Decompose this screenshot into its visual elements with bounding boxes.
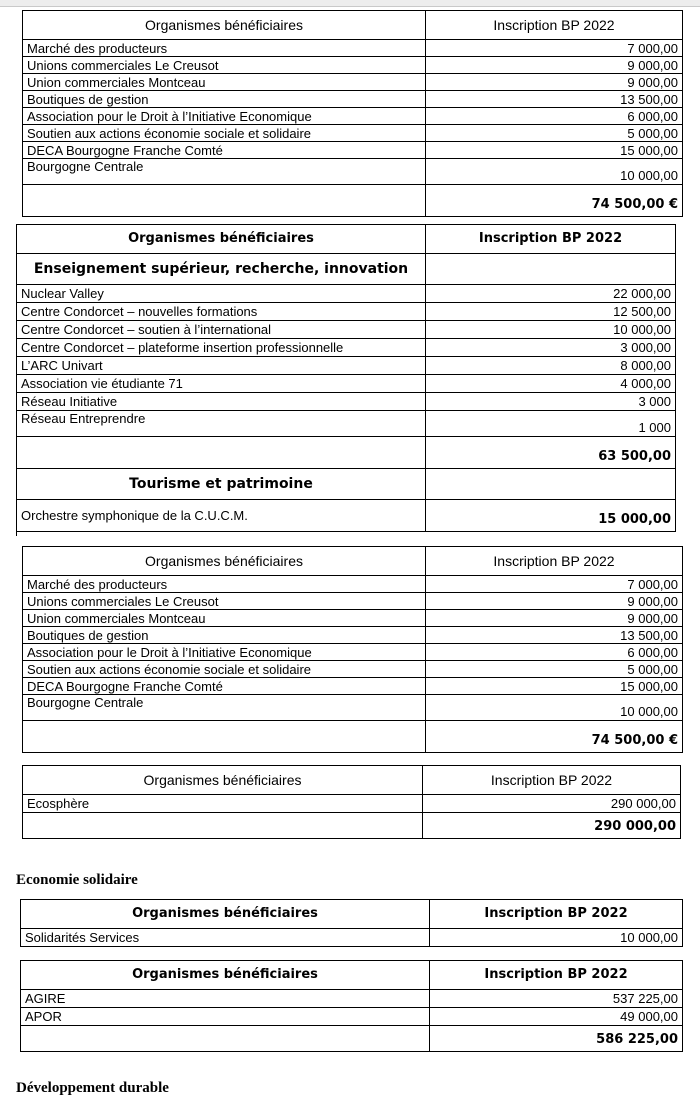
row-name: Unions commerciales Le Creusot [23, 593, 426, 610]
header-organismes: Organismes bénéficiaires [21, 900, 430, 929]
table-header-row [21, 961, 683, 990]
table-row [21, 1008, 683, 1026]
table-total-row [23, 185, 683, 217]
row-name: Centre Condorcet – nouvelles formations [17, 303, 426, 321]
table-row [23, 627, 683, 644]
table-row [17, 411, 676, 437]
row-value: 290 000,00 [423, 795, 681, 813]
table-budget-1 [22, 10, 683, 217]
row-value: 7 000,00 [426, 576, 683, 593]
row-name: Union commerciales Montceau [23, 610, 426, 627]
header-organismes: Organismes bénéficiaires [21, 961, 430, 990]
table-budget-agire-apor [20, 960, 683, 1052]
header-inscription: Inscription BP 2022 [426, 225, 676, 254]
row-name: Union commerciales Montceau [23, 74, 426, 91]
row-name: Boutiques de gestion [23, 91, 426, 108]
row-value: 3 000 [426, 393, 676, 411]
section-title: Tourisme et patrimoine [17, 469, 426, 500]
row-value: 15 000,00 [426, 500, 676, 532]
table-row [23, 593, 683, 610]
table-budget-ecosphere [22, 765, 681, 839]
table-row [23, 678, 683, 695]
text-cursor [16, 516, 17, 536]
table-budget-solidarites [20, 899, 683, 947]
header-inscription: Inscription BP 2022 [426, 11, 683, 40]
total-label-empty [17, 437, 426, 469]
row-name: Boutiques de gestion [23, 627, 426, 644]
table-row [23, 40, 683, 57]
row-value: 12 500,00 [426, 303, 676, 321]
table-row [23, 576, 683, 593]
table-row [23, 91, 683, 108]
row-name: AGIRE [21, 990, 430, 1008]
row-name: Orchestre symphonique de la C.U.C.M. [17, 500, 426, 532]
table-total-row [21, 1026, 683, 1052]
top-edge [0, 0, 700, 7]
row-value: 4 000,00 [426, 375, 676, 393]
table-row [23, 644, 683, 661]
row-name: Marché des producteurs [23, 40, 426, 57]
row-value: 9 000,00 [426, 74, 683, 91]
row-value: 6 000,00 [426, 108, 683, 125]
section-row [17, 254, 676, 285]
table-row [17, 285, 676, 303]
total-label-empty [23, 721, 426, 753]
total-value: 586 225,00 [430, 1026, 683, 1052]
table-row [23, 142, 683, 159]
table-row [17, 375, 676, 393]
table-header-row [21, 900, 683, 929]
table-header-row [17, 225, 676, 254]
row-value: 10 000,00 [426, 159, 683, 185]
row-name: Ecosphère [23, 795, 423, 813]
row-name: Association pour le Droit à l’Initiative Economique [23, 108, 426, 125]
table-total-row [17, 437, 676, 469]
row-value: 5 000,00 [426, 125, 683, 142]
row-value: 9 000,00 [426, 57, 683, 74]
total-value: 290 000,00 [423, 813, 681, 839]
table-header-row [23, 547, 683, 576]
total-value: 74 500,00 € [426, 185, 683, 217]
table-row [17, 339, 676, 357]
header-inscription: Inscription BP 2022 [426, 547, 683, 576]
row-value: 3 000,00 [426, 339, 676, 357]
row-value: 9 000,00 [426, 593, 683, 610]
section-empty [426, 254, 676, 285]
table-header-row [23, 11, 683, 40]
row-name: Nuclear Valley [17, 285, 426, 303]
table-row [17, 321, 676, 339]
section-title: Enseignement supérieur, recherche, innovation [17, 254, 426, 285]
table-row [23, 159, 683, 185]
table-row [23, 125, 683, 142]
table-budget-3 [22, 546, 683, 753]
row-name: Unions commerciales Le Creusot [23, 57, 426, 74]
row-value: 15 000,00 [426, 678, 683, 695]
row-name: Centre Condorcet – soutien à l’international [17, 321, 426, 339]
total-label-empty [23, 185, 426, 217]
row-value: 49 000,00 [430, 1008, 683, 1026]
total-label-empty [21, 1026, 430, 1052]
row-name: Association vie étudiante 71 [17, 375, 426, 393]
section-heading-economie: Economie solidaire [16, 872, 138, 888]
row-value: 10 000,00 [426, 321, 676, 339]
total-value: 63 500,00 [426, 437, 676, 469]
table-total-row [23, 721, 683, 753]
row-name: Solidarités Services [21, 929, 430, 947]
row-name: Centre Condorcet – plateforme insertion professionnelle [17, 339, 426, 357]
row-name: Soutien aux actions économie sociale et solidaire [23, 125, 426, 142]
row-value: 1 000 [426, 411, 676, 437]
row-name: Soutien aux actions économie sociale et solidaire [23, 661, 426, 678]
table-row [17, 500, 676, 532]
total-label-empty [23, 813, 423, 839]
row-name: L’ARC Univart [17, 357, 426, 375]
row-name: Réseau Entreprendre [17, 411, 426, 437]
header-inscription: Inscription BP 2022 [430, 900, 683, 929]
row-value: 10 000,00 [426, 695, 683, 721]
row-name: Bourgogne Centrale [23, 695, 426, 721]
row-value: 5 000,00 [426, 661, 683, 678]
header-organismes: Organismes bénéficiaires [17, 225, 426, 254]
section-row [17, 469, 676, 500]
table-total-row [23, 813, 681, 839]
header-inscription: Inscription BP 2022 [423, 766, 681, 795]
table-row [23, 795, 681, 813]
header-organismes: Organismes bénéficiaires [23, 766, 423, 795]
row-value: 6 000,00 [426, 644, 683, 661]
section-empty [426, 469, 676, 500]
section-heading-developpement: Développement durable [16, 1080, 169, 1096]
table-row [23, 695, 683, 721]
row-value: 13 500,00 [426, 627, 683, 644]
table-budget-2 [16, 224, 676, 532]
table-row [17, 393, 676, 411]
table-row [21, 929, 683, 947]
table-row [23, 74, 683, 91]
header-organismes: Organismes bénéficiaires [23, 11, 426, 40]
table-row [23, 108, 683, 125]
table-header-row [23, 766, 681, 795]
row-name: DECA Bourgogne Franche Comté [23, 142, 426, 159]
table-row [23, 57, 683, 74]
row-value: 537 225,00 [430, 990, 683, 1008]
row-name: APOR [21, 1008, 430, 1026]
table-row [21, 990, 683, 1008]
row-name: Marché des producteurs [23, 576, 426, 593]
row-value: 22 000,00 [426, 285, 676, 303]
table-row [17, 357, 676, 375]
total-value: 74 500,00 € [426, 721, 683, 753]
table-row [23, 610, 683, 627]
header-organismes: Organismes bénéficiaires [23, 547, 426, 576]
row-value: 8 000,00 [426, 357, 676, 375]
row-value: 9 000,00 [426, 610, 683, 627]
row-value: 13 500,00 [426, 91, 683, 108]
header-inscription: Inscription BP 2022 [430, 961, 683, 990]
row-value: 15 000,00 [426, 142, 683, 159]
row-name: Réseau Initiative [17, 393, 426, 411]
table-row [17, 303, 676, 321]
row-name: Bourgogne Centrale [23, 159, 426, 185]
row-value: 10 000,00 [430, 929, 683, 947]
table-row [23, 661, 683, 678]
row-name: Association pour le Droit à l’Initiative Economique [23, 644, 426, 661]
row-name: DECA Bourgogne Franche Comté [23, 678, 426, 695]
row-value: 7 000,00 [426, 40, 683, 57]
